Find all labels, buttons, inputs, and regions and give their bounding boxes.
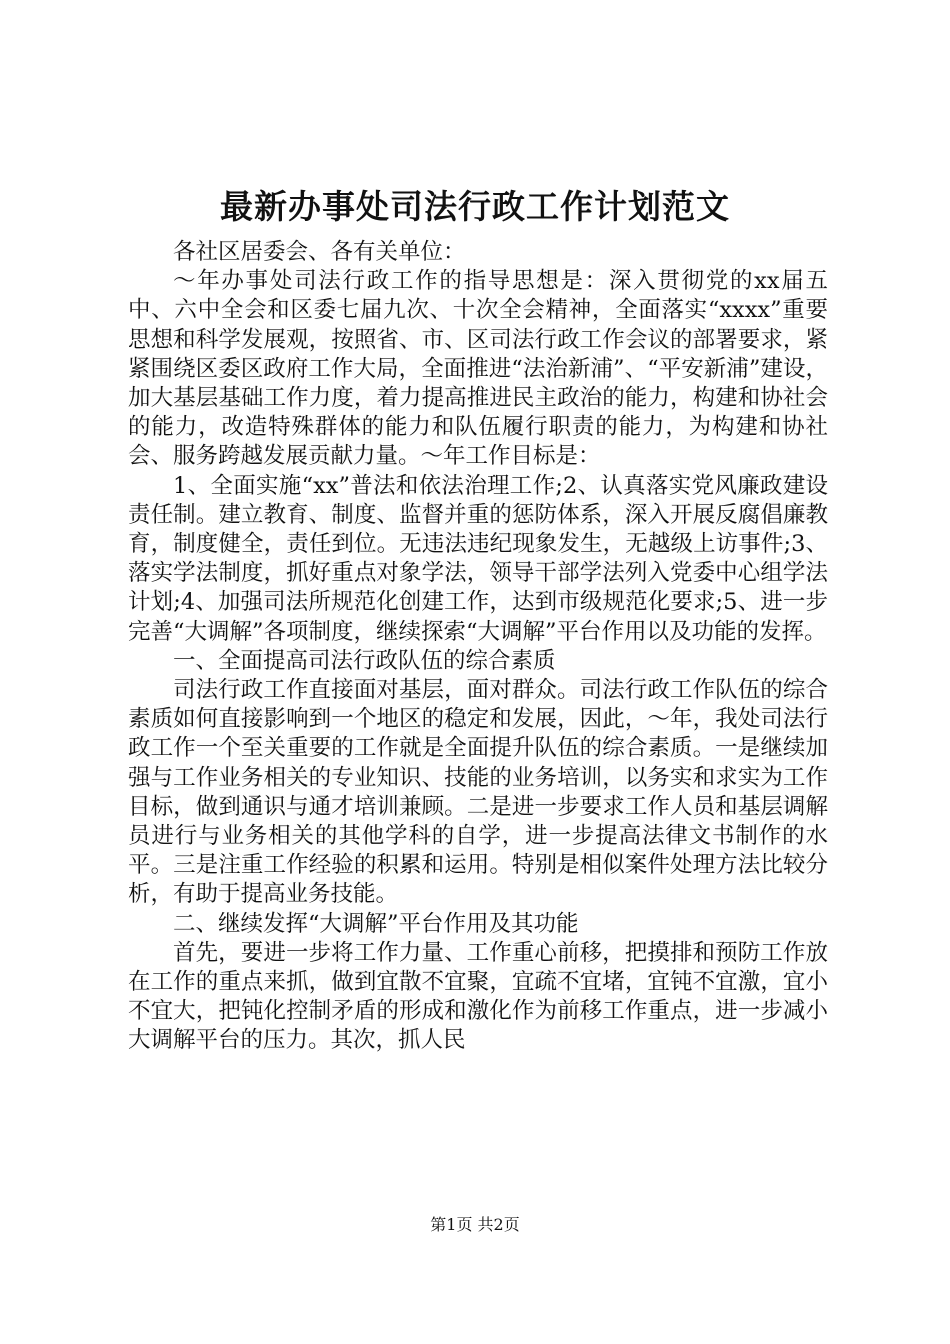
section-heading-2: 二、继续发挥“大调解”平台作用及其功能 <box>173 910 579 937</box>
page-footer: 第1页 共2页 <box>430 1215 520 1234</box>
document-body <box>128 238 828 1056</box>
salutation: 各社区居委会、各有关单位： <box>173 239 466 265</box>
paragraph-guiding-thought: ～年办事处司法行政工作的指导思想是：深入贯彻党的xx届五中、六中全会和区委七届九次、十次全会精神，全面落实“xxxx”重要思想和科学发展观，按照省、市、区司法行政工作会议的部署要求，紧紧围绕区委区政府工作大局，全面推进“法治新浦”、“平安新浦”建设，加大基层基础工作力度，着力提高推进民主政治的能力，构建和协社会的能力，改造特殊群体的能力和队伍履行职责的能力，为构建和协社会、服务跨越发展贡献力量。～年工作目标是： <box>128 268 828 470</box>
section-heading-1: 一、全面提高司法行政队伍的综合素质 <box>173 647 556 674</box>
page-title: 最新办事处司法行政工作计划范文 <box>220 187 730 226</box>
paragraph-goals: 1、全面实施“xx”普法和依法治理工作;2、认真落实党风廉政建设责任制。建立教育、制度、监督并重的惩防体系，深入开展反腐倡廉教育，制度健全，责任到位。无违法违纪现象发生，无越级上访事件;3、落实学法制度，抓好重点对象学法，领导干部学法列入党委中心组学法计划;4、加强司法所规范化创建工作，达到市级规范化要求;5、进一步完善“大调解”各项制度，继续探索“大调解”平台作用以及功能的发挥。 <box>128 472 828 645</box>
paragraph-section-1: 司法行政工作直接面对基层，面对群众。司法行政工作队伍的综合素质如何直接影响到一个地区的稳定和发展，因此，～年，我处司法行政工作一个至关重要的工作就是全面提升队伍的综合素质。一是继续加强与工作业务相关的专业知识、技能的业务培训，以务实和求实为工作目标，做到通识与通才培训兼顾。二是进一步要求工作人员和基层调解员进行与业务相关的其他学科的自学，进一步提高法律文书制作的水平。三是注重工作经验的积累和运用。特别是相似案件处理方法比较分析，有助于提高业务技能。 <box>128 677 828 908</box>
paragraph-section-2: 首先，要进一步将工作力量、工作重心前移，把摸排和预防工作放在工作的重点来抓，做到宜散不宜聚，宜疏不宜堵，宜钝不宜激，宜小不宜大，把钝化控制矛盾的形成和激化作为前移工作重点，进一步减小大调解平台的压力。其次，抓人民 <box>128 939 828 1054</box>
